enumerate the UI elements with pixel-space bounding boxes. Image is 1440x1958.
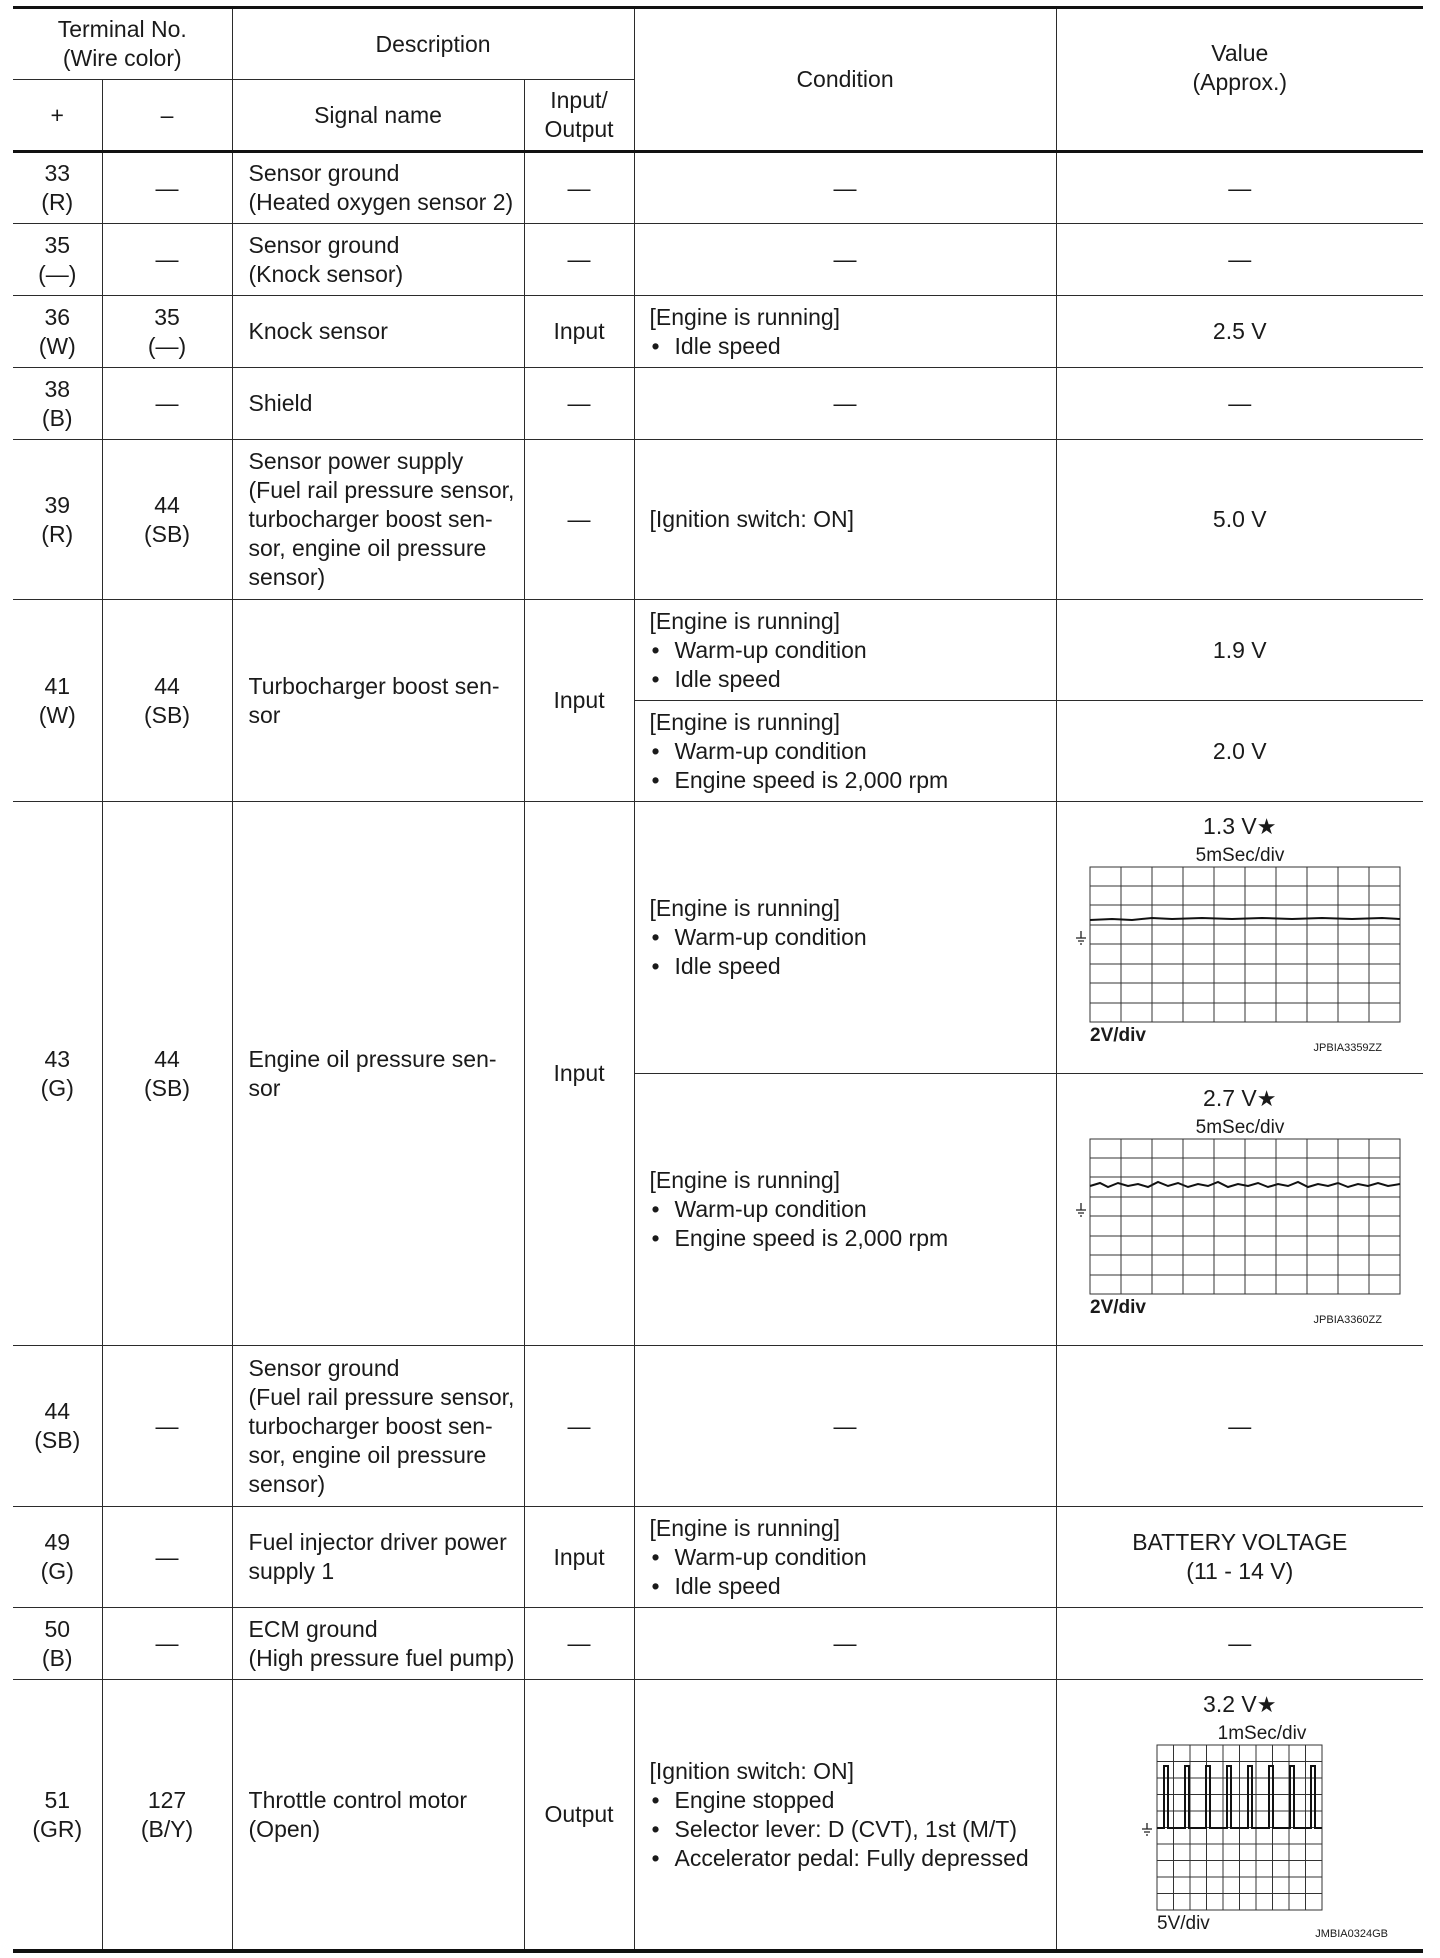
signal-line: sor	[248, 701, 281, 728]
wire-color: (R)	[41, 520, 74, 547]
value-cell: —	[1056, 1608, 1423, 1680]
terminal-number: 41	[44, 672, 71, 699]
terminal-number: 39	[44, 491, 71, 518]
value-cell: —	[1056, 1346, 1423, 1507]
value-cell	[1056, 1507, 1423, 1608]
terminal-number: 43	[44, 1045, 71, 1072]
terminal-number: 50	[44, 1615, 71, 1642]
condition-bullet: • Idle speed	[650, 665, 1056, 694]
condition-bullet: • Idle speed	[650, 952, 1056, 981]
terminal-header-sub: (Wire color)	[62, 45, 182, 71]
value-header-line1: Value	[1211, 40, 1269, 66]
terminal-number: 33	[44, 160, 71, 186]
condition-cell	[634, 1507, 1056, 1608]
io-cell: Input	[524, 1507, 634, 1608]
terminal-minus	[102, 600, 232, 802]
terminal-plus	[13, 368, 102, 440]
condition-header: Condition	[634, 8, 1056, 152]
terminal-plus	[13, 296, 102, 368]
value-header	[1056, 8, 1423, 152]
figure-code: JPBIA3360ZZ	[1313, 1314, 1382, 1326]
terminal-minus: —	[102, 1608, 232, 1680]
table-row	[13, 368, 1423, 440]
signal-line: supply 1	[248, 1558, 335, 1584]
terminal-header-title: Terminal No.	[57, 16, 187, 42]
condition-bullet: • Warm-up condition	[650, 636, 1056, 665]
oscilloscope-waveform	[1072, 841, 1408, 1071]
ecm-terminal-table	[13, 6, 1423, 1953]
terminal-minus: —	[102, 1346, 232, 1507]
wire-color: (R)	[41, 189, 74, 215]
ground-icon	[1142, 1823, 1152, 1835]
header-row-1	[13, 8, 1423, 80]
wire-color: (B)	[41, 1644, 73, 1671]
terminal-number: 36	[44, 303, 71, 330]
terminal-number: 51	[44, 1786, 71, 1813]
condition-bullet: • Warm-up condition	[650, 923, 1056, 952]
condition-cell	[634, 1074, 1056, 1346]
condition-heading: [Ignition switch: ON]	[649, 1757, 855, 1784]
terminal-minus: —	[102, 152, 232, 224]
signal-line: (High pressure fuel pump)	[248, 1644, 515, 1671]
table-row	[13, 600, 1423, 701]
signal-line: turbocharger boost sen-	[248, 506, 493, 532]
star-icon: ★	[1256, 1692, 1277, 1717]
table-row	[13, 1608, 1423, 1680]
oscilloscope-waveform	[1072, 1719, 1408, 1949]
oscilloscope-waveform	[1072, 1113, 1408, 1343]
signal-name	[232, 1608, 524, 1680]
signal-line: Throttle control motor	[248, 1786, 468, 1813]
wire-color: (GR)	[32, 1815, 83, 1842]
signal-name	[232, 600, 524, 802]
condition-cell: —	[634, 368, 1056, 440]
signal-line: Engine oil pressure sen-	[248, 1045, 497, 1072]
terminal-number: 35	[44, 231, 71, 258]
table-row	[13, 802, 1423, 1074]
terminal-minus: —	[102, 368, 232, 440]
signal-name	[232, 440, 524, 600]
condition-cell: —	[634, 1346, 1056, 1507]
condition-bullet: • Engine speed is 2,000 rpm	[650, 766, 1056, 795]
time-scale-label: 5mSec/div	[1195, 1117, 1285, 1138]
terminal-plus	[13, 1680, 102, 1952]
io-header-line2: Output	[544, 116, 614, 142]
condition-bullet: • Warm-up condition	[650, 737, 1056, 766]
io-cell: —	[524, 224, 634, 296]
signal-line: (Knock sensor)	[248, 260, 404, 287]
value-line: BATTERY VOLTAGE	[1132, 1529, 1348, 1555]
terminal-number: 49	[44, 1529, 71, 1555]
value-cell: 2.5 V	[1056, 296, 1423, 368]
table-row	[13, 1680, 1423, 1952]
value-header-line2: (Approx.)	[1192, 69, 1288, 95]
terminal-plus	[13, 440, 102, 600]
wire-color: (SB)	[144, 1074, 190, 1101]
signal-name: Knock sensor	[232, 296, 524, 368]
terminal-plus	[13, 152, 102, 224]
terminal-minus	[102, 440, 232, 600]
table-row	[13, 224, 1423, 296]
condition-cell: —	[634, 1608, 1056, 1680]
condition-cell: [Ignition switch: ON]	[634, 440, 1056, 600]
signal-line: (Fuel rail pressure sensor,	[248, 477, 515, 503]
terminal-plus	[13, 224, 102, 296]
signal-name	[232, 802, 524, 1346]
value-cell	[1056, 802, 1423, 1074]
signal-name	[232, 152, 524, 224]
signal-line: sensor)	[248, 564, 326, 590]
signal-name: Shield	[232, 368, 524, 440]
condition-heading: [Engine is running]	[649, 708, 841, 735]
condition-cell: —	[634, 152, 1056, 224]
wire-color: (B/Y)	[140, 1815, 194, 1842]
wire-color: (B)	[41, 404, 73, 431]
scope-grid	[1090, 867, 1400, 1022]
io-cell: —	[524, 1346, 634, 1507]
star-icon: ★	[1256, 1086, 1277, 1111]
io-cell: Input	[524, 600, 634, 802]
scope-grid	[1090, 1139, 1400, 1294]
io-cell: —	[524, 368, 634, 440]
condition-heading: [Engine is running]	[649, 895, 841, 921]
terminal-header	[13, 8, 232, 80]
signal-line: sor, engine oil pressure	[248, 535, 487, 561]
condition-cell	[634, 1680, 1056, 1952]
value-cell: 1.9 V	[1056, 600, 1423, 701]
io-cell: —	[524, 1608, 634, 1680]
condition-bullet: • Idle speed	[650, 1572, 1056, 1601]
io-cell: —	[524, 152, 634, 224]
terminal-number: 44	[44, 1398, 71, 1424]
condition-bullet: • Warm-up condition	[650, 1195, 1056, 1224]
condition-bullet: • Engine speed is 2,000 rpm	[650, 1224, 1056, 1253]
signal-line: Sensor ground	[248, 1354, 400, 1381]
table-row	[13, 1346, 1423, 1507]
io-header	[524, 80, 634, 152]
ground-icon	[1076, 1203, 1086, 1216]
condition-heading: [Engine is running]	[649, 1514, 841, 1541]
io-cell: —	[524, 440, 634, 600]
signal-line: (Heated oxygen sensor 2)	[248, 189, 514, 215]
minus-header: –	[102, 80, 232, 152]
star-icon: ★	[1256, 814, 1277, 839]
terminal-minus: —	[102, 1507, 232, 1608]
terminal-number: 44	[154, 672, 180, 699]
voltage-scale-label: 5V/div	[1156, 1913, 1210, 1934]
io-cell: Input	[524, 802, 634, 1346]
signal-line: Turbocharger boost sen-	[248, 672, 500, 699]
wire-color: (SB)	[34, 1427, 81, 1453]
time-scale-label: 1mSec/div	[1217, 1723, 1307, 1744]
signal-line: (Fuel rail pressure sensor,	[248, 1383, 515, 1410]
terminal-plus	[13, 1346, 102, 1507]
condition-cell: —	[634, 224, 1056, 296]
condition-bullet: • Selector lever: D (CVT), 1st (M/T)	[650, 1815, 1056, 1844]
signal-line: ECM ground	[248, 1615, 378, 1642]
wire-color: (—)	[38, 260, 77, 287]
terminal-minus: —	[102, 224, 232, 296]
io-cell: Output	[524, 1680, 634, 1952]
value-cell: —	[1056, 224, 1423, 296]
condition-bullet: • Idle speed	[650, 332, 1056, 361]
signal-name	[232, 1507, 524, 1608]
signal-line: sor, engine oil pressure	[248, 1441, 487, 1468]
table-row	[13, 152, 1423, 224]
time-scale-label: 5mSec/div	[1195, 845, 1285, 866]
wire-color: (G)	[40, 1074, 74, 1101]
wire-color: (W)	[38, 701, 76, 728]
condition-bullet: • Accelerator pedal: Fully depressed	[650, 1844, 1056, 1873]
wire-color: (—)	[147, 332, 187, 359]
terminal-plus	[13, 1507, 102, 1608]
signal-line: Sensor ground	[248, 231, 400, 258]
condition-cell	[634, 701, 1056, 802]
condition-heading: [Engine is running]	[649, 303, 841, 330]
value-reading: 3.2 V	[1203, 1691, 1257, 1717]
terminal-number: 38	[44, 375, 71, 402]
table-row	[13, 296, 1423, 368]
wire-color: (G)	[40, 1558, 74, 1584]
terminal-minus	[102, 296, 232, 368]
value-line: (11 - 14 V)	[1186, 1558, 1294, 1584]
signal-name	[232, 1346, 524, 1507]
condition-cell	[634, 296, 1056, 368]
terminal-number: 44	[154, 1045, 180, 1072]
terminal-minus	[102, 1680, 232, 1952]
value-cell: —	[1056, 368, 1423, 440]
condition-bullet: • Engine stopped	[650, 1786, 1056, 1815]
terminal-number: 127	[147, 1786, 187, 1813]
value-cell: 5.0 V	[1056, 440, 1423, 600]
voltage-scale-label: 2V/div	[1089, 1297, 1146, 1318]
wire-color: (W)	[38, 332, 76, 359]
value-reading: 1.3 V	[1203, 813, 1257, 839]
condition-bullet: • Warm-up condition	[650, 1543, 1056, 1572]
signal-line: (Open)	[248, 1815, 321, 1842]
table-row	[13, 1507, 1423, 1608]
value-cell: —	[1056, 152, 1423, 224]
figure-code: JPBIA3359ZZ	[1313, 1042, 1382, 1054]
voltage-scale-label: 2V/div	[1089, 1025, 1146, 1046]
value-reading: 2.7 V	[1203, 1085, 1257, 1111]
value-cell	[1056, 1680, 1423, 1952]
signal-line: sor	[248, 1074, 281, 1101]
description-header: Description	[232, 8, 634, 80]
signal-line: Fuel injector driver power	[248, 1529, 507, 1555]
terminal-plus	[13, 802, 102, 1346]
wire-color: (SB)	[144, 520, 190, 547]
terminal-number: 44	[154, 491, 180, 518]
condition-heading: [Engine is running]	[649, 607, 841, 634]
signal-name	[232, 224, 524, 296]
signal-name-header: Signal name	[232, 80, 524, 152]
terminal-plus	[13, 600, 102, 802]
signal-line: Sensor ground	[248, 160, 400, 186]
signal-line: Sensor power supply	[248, 448, 464, 474]
table-row	[13, 440, 1423, 600]
signal-line: turbocharger boost sen-	[248, 1412, 493, 1439]
ground-icon	[1076, 931, 1086, 944]
wire-color: (SB)	[144, 701, 190, 728]
condition-cell	[634, 802, 1056, 1074]
terminal-number: 35	[154, 303, 180, 330]
condition-heading: [Engine is running]	[649, 1167, 841, 1193]
signal-name	[232, 1680, 524, 1952]
figure-code: JMBIA0324GB	[1315, 1928, 1388, 1940]
terminal-plus	[13, 1608, 102, 1680]
plus-header: +	[13, 80, 102, 152]
terminal-minus	[102, 802, 232, 1346]
io-header-line1: Input/	[550, 87, 608, 113]
signal-line: sensor)	[248, 1470, 326, 1497]
condition-cell	[634, 600, 1056, 701]
value-cell	[1056, 1074, 1423, 1346]
io-cell: Input	[524, 296, 634, 368]
value-cell: 2.0 V	[1056, 701, 1423, 802]
